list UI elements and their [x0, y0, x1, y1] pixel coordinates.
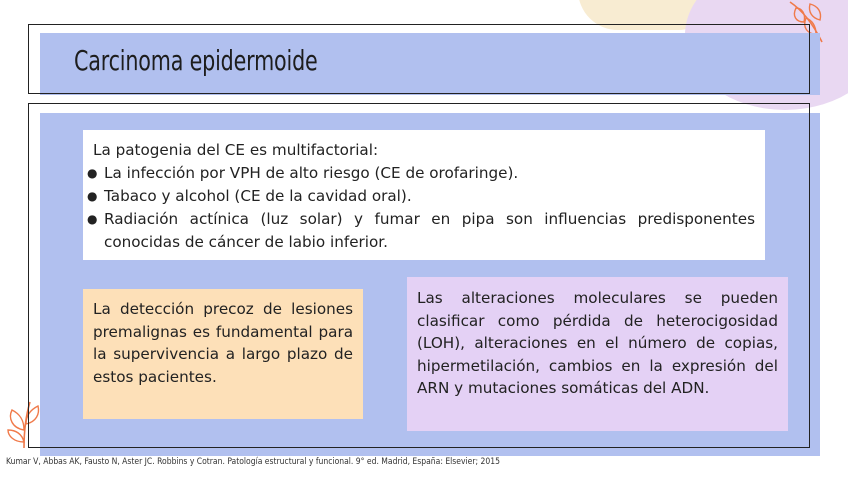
list-item: ● Radiación actínica (luz solar) y fumar en pipa son influencias predisponentes conocidas de cáncer de labio inferior.: [93, 208, 755, 254]
molecular-alterations-text: Las alteraciones moleculares se pueden clasificar como pérdida de heterocigosidad (LOH), alteraciones en el número de copias, hipermetilación, cambios en la expresión del ARN y mutaciones somáticas del ADN.: [417, 289, 778, 397]
slide-title: Carcinoma epidermoide: [74, 44, 318, 77]
list-item: ● Tabaco y alcohol (CE de la cavidad oral).: [93, 185, 755, 208]
early-detection-box: [83, 289, 363, 419]
pathogenesis-box: [83, 130, 765, 260]
citation: Kumar V, Abbas AK, Fausto N, Aster JC. Robbins y Cotran. Patología estructural y funcional. 9° ed. Madrid, España: Elsevier; 2015: [6, 457, 500, 467]
list-item: ● La infección por VPH de alto riesgo (CE de orofaringe).: [93, 162, 755, 185]
early-detection-text: La detección precoz de lesiones premalignas es fundamental para la supervivencia a largo plazo de estos pacientes.: [93, 300, 353, 386]
pathogenesis-intro: La patogenia del CE es multifactorial:: [93, 141, 379, 159]
molecular-alterations-box: [407, 277, 788, 431]
pathogenesis-list: [93, 162, 755, 254]
